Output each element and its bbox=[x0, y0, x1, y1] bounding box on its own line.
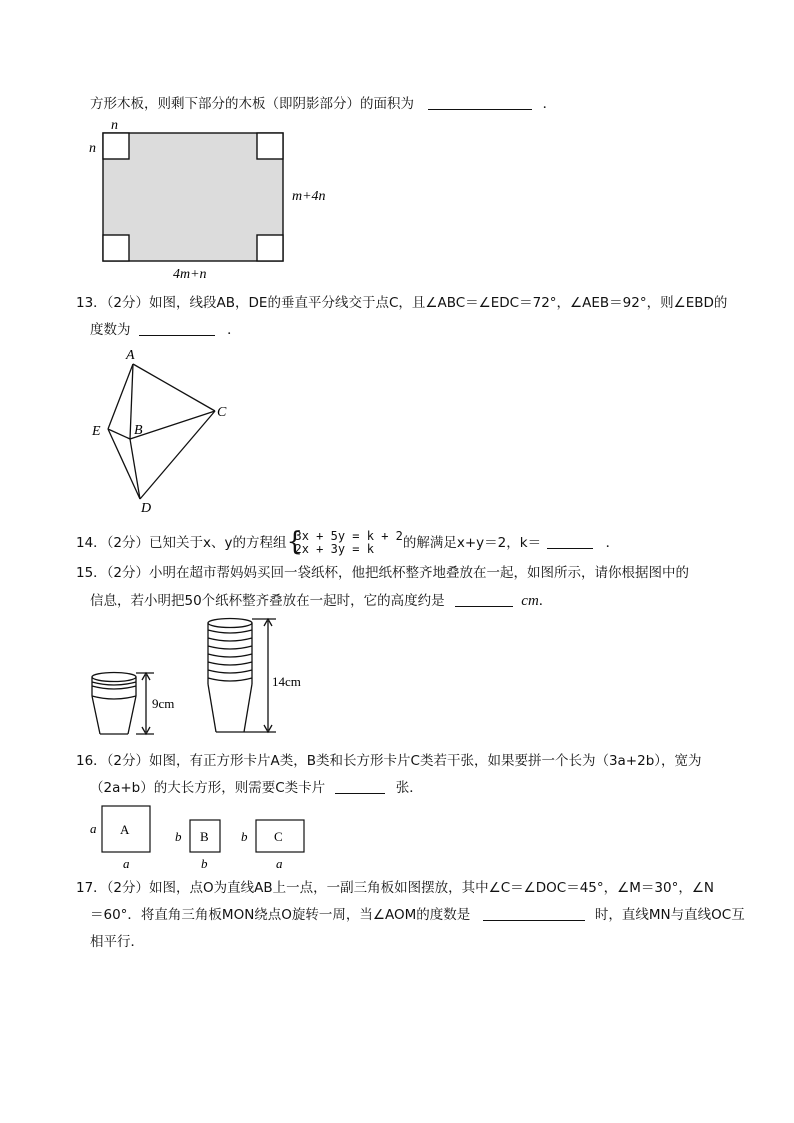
q15-end: ． bbox=[538, 593, 553, 609]
q17-line2 bbox=[90, 905, 745, 925]
q16-card-b-label: B bbox=[200, 829, 209, 844]
q12-label-bottom: 4m+n bbox=[173, 267, 207, 282]
q14-end: ． bbox=[605, 535, 620, 551]
q12-corner-br bbox=[257, 235, 283, 261]
q17-line1: 17．（2分）如图，点O为直线AB上一点，一副三角板如图摆放，其中∠C＝∠DOC＝45°，∠M＝30°，∠N bbox=[76, 880, 715, 896]
q12-corner-tr bbox=[257, 133, 283, 159]
q12-answer-blank[interactable] bbox=[428, 95, 532, 110]
q16-end: 张． bbox=[395, 780, 423, 796]
q14-brace: { bbox=[286, 527, 304, 557]
q16-card-a-label: A bbox=[120, 822, 130, 837]
q13-label-e: E bbox=[92, 424, 101, 439]
q12-label-left: n bbox=[89, 141, 96, 156]
q17-line3: 相平行． bbox=[90, 934, 144, 950]
q12-label-top: n bbox=[111, 118, 118, 133]
q14-line bbox=[76, 527, 620, 557]
q15-small-stack bbox=[92, 673, 154, 735]
q16-line2-text: （2a+b）的大长方形，则需要C类卡片 bbox=[90, 780, 326, 796]
q15-line1: 15．（2分）小明在超市帮妈妈买回一袋纸杯，他把纸杯整齐地叠放在一起，如图所示，请你根据图中的 bbox=[76, 565, 690, 581]
q16-card-c-label: C bbox=[274, 829, 283, 844]
q12-board bbox=[103, 133, 283, 261]
q14-answer-blank[interactable] bbox=[547, 534, 593, 549]
q12-text: 方形木板，则剩下部分的木板（即阴影部分）的面积为 bbox=[90, 96, 414, 112]
q12-label-right: m+4n bbox=[292, 189, 326, 204]
q12-corner-tl bbox=[103, 133, 129, 159]
q12-text-line bbox=[90, 94, 556, 114]
q12-rectangle-figure bbox=[85, 115, 345, 285]
q16-card-b-bottom: b bbox=[201, 856, 208, 871]
q13-label-c: C bbox=[217, 405, 227, 420]
q12-end: ． bbox=[542, 96, 557, 112]
q15-label-small: 9cm bbox=[152, 696, 175, 711]
q15-line2 bbox=[90, 591, 552, 611]
q14-eq1: 3x + 5y = k + 2 bbox=[294, 529, 403, 543]
q15-line2-text: 信息，若小明把50个纸杯整齐叠放在一起时，它的高度约是 bbox=[90, 593, 445, 609]
q14-equation-system bbox=[286, 527, 403, 557]
q16-answer-blank[interactable] bbox=[335, 779, 385, 794]
q16-line2 bbox=[90, 778, 423, 798]
q13-line1: 13．（2分）如图，线段AB，DE的垂直平分线交于点C，且∠ABC＝∠EDC＝72°，∠AEB＝92°，则∠EBD的 bbox=[76, 295, 728, 311]
q13-line2-text: 度数为 bbox=[90, 322, 131, 338]
q13-label-d: D bbox=[141, 501, 152, 516]
q16-card-b-side: b bbox=[175, 829, 182, 844]
q16-card-a-side: a bbox=[90, 821, 97, 836]
q13-end: ． bbox=[227, 322, 241, 338]
q15-unit: cm bbox=[521, 593, 539, 609]
q13-line2 bbox=[90, 320, 241, 340]
q15-answer-blank[interactable] bbox=[455, 592, 513, 607]
q17-line2-end: 时，直线MN与直线OC互 bbox=[594, 907, 745, 923]
q13-label-a: A bbox=[126, 348, 135, 363]
q14-suffix: 的解满足x+y＝2，k＝ bbox=[402, 535, 542, 551]
q13-answer-blank[interactable] bbox=[139, 321, 215, 336]
q12-corner-bl bbox=[103, 235, 129, 261]
q17-line2-text: ＝60°．将直角三角板MON绕点O旋转一周，当∠AOM的度数是 bbox=[90, 907, 471, 923]
q14-prefix: 14．（2分）已知关于x、y的方程组 bbox=[76, 535, 287, 551]
q16-line1: 16．（2分）如图，有正方形卡片A类，B类和长方形卡片C类若干张，如果要拼一个长为（3a+2b），宽为 bbox=[76, 753, 702, 769]
q16-card-c-side: b bbox=[241, 829, 248, 844]
q16-card-c-bottom: a bbox=[276, 856, 283, 871]
q16-cards-figure bbox=[86, 800, 316, 875]
q14-eq2: 2x + 3y = k bbox=[294, 542, 374, 556]
q15-label-large: 14cm bbox=[272, 674, 301, 689]
q17-answer-blank[interactable] bbox=[483, 906, 585, 921]
q15-large-stack bbox=[208, 619, 276, 733]
q13-label-b: B bbox=[134, 423, 143, 438]
q13-triangle-figure bbox=[88, 344, 238, 516]
q15-cups-figure bbox=[84, 614, 314, 744]
q16-card-a-bottom: a bbox=[123, 856, 130, 871]
